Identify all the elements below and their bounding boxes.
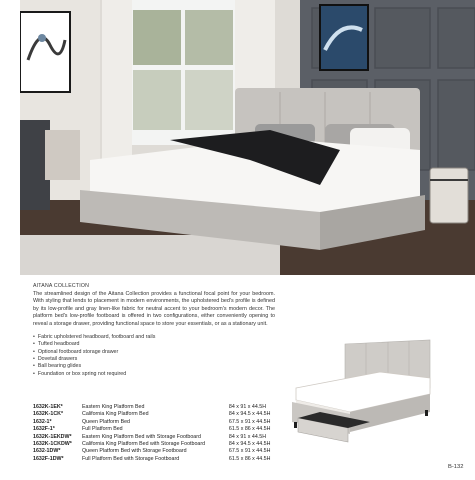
feature-item: • Optional footboard storage drawer bbox=[33, 349, 275, 356]
table-row bbox=[33, 426, 278, 433]
sku-code: 1632F-1DW* bbox=[33, 455, 64, 462]
product-name: Queen Platform Bed bbox=[82, 418, 130, 425]
sku-code: 1632F-1* bbox=[33, 426, 55, 433]
sku-code: 1632K-1EKDW* bbox=[33, 433, 72, 440]
table-row bbox=[33, 434, 278, 441]
sku-code: 1632K-1EK* bbox=[33, 404, 63, 410]
feature-item: • Ball bearing glides bbox=[33, 363, 275, 370]
product-dimensions: 61.5 x 86 x 44.5H bbox=[228, 426, 271, 433]
table-row bbox=[33, 441, 278, 448]
sku-code: 1632-1* bbox=[33, 418, 52, 425]
product-name: Eastern King Platform Bed with Storage Footboard bbox=[82, 433, 201, 440]
feature-item: • Tufted headboard bbox=[33, 341, 275, 348]
product-dimensions: 84 x 91 x 44.5H bbox=[228, 404, 267, 410]
copy-block bbox=[33, 283, 275, 378]
table-row bbox=[33, 411, 278, 418]
collection-title: AITANA COLLECTION bbox=[33, 283, 90, 289]
product-dimensions: 84 x 91 x 44.5H bbox=[228, 433, 267, 440]
product-dimensions: 84 x 94.5 x 44.5H bbox=[228, 411, 271, 418]
hero-room-photo bbox=[20, 0, 475, 275]
page-number: B-132 bbox=[448, 464, 464, 470]
table-row bbox=[33, 404, 278, 411]
table-row bbox=[33, 419, 278, 426]
product-table bbox=[33, 404, 278, 463]
product-name: Full Platform Bed with Storage Footboard bbox=[82, 455, 180, 462]
sku-code: 1632K-1CKDW* bbox=[33, 441, 72, 448]
sku-code: 1632K-1CK* bbox=[33, 411, 64, 418]
product-name: Queen Platform Bed with Storage Footboard bbox=[82, 448, 187, 455]
product-dimensions: 67.5 x 91 x 44.5H bbox=[228, 418, 271, 425]
product-dimensions: 67.5 x 91 x 44.5H bbox=[228, 448, 271, 455]
product-dimensions: 84 x 94.5 x 44.5H bbox=[228, 441, 271, 448]
product-name: California King Platform Bed with Storage Footboard bbox=[82, 441, 206, 448]
bed-drawer-thumbnail bbox=[290, 336, 435, 448]
product-name: Eastern King Platform Bed bbox=[82, 404, 145, 410]
sku-code: 1632-1DW* bbox=[33, 448, 61, 455]
table-row bbox=[33, 456, 278, 463]
collection-description: The streamlined design of the Aitana Collection provides a functional focal point for your bedroom. With styling that lends to placement in modern environments, the upholstered bed's profile is defined by its low-profile and gray linen-like fabric for neutral accent to your bedroom's modern decor. The platform bed's low-profile footboard is offered in two configurations, either conveniently opening to reveal a storage drawer, providing functional space to store your essentials, or as a stationary unit. bbox=[33, 291, 275, 327]
product-dimensions: 61.5 x 86 x 44.5H bbox=[228, 455, 271, 462]
feature-item: • Fabric upholstered headboard, footboard and rails bbox=[33, 334, 275, 341]
feature-item: • Foundation or box spring not required bbox=[33, 371, 275, 378]
product-name: Full Platform Bed bbox=[82, 426, 123, 433]
product-name: California King Platform Bed bbox=[82, 411, 149, 418]
feature-item: • Dovetail drawers bbox=[33, 356, 275, 363]
table-row bbox=[33, 448, 278, 455]
feature-list bbox=[33, 334, 275, 378]
